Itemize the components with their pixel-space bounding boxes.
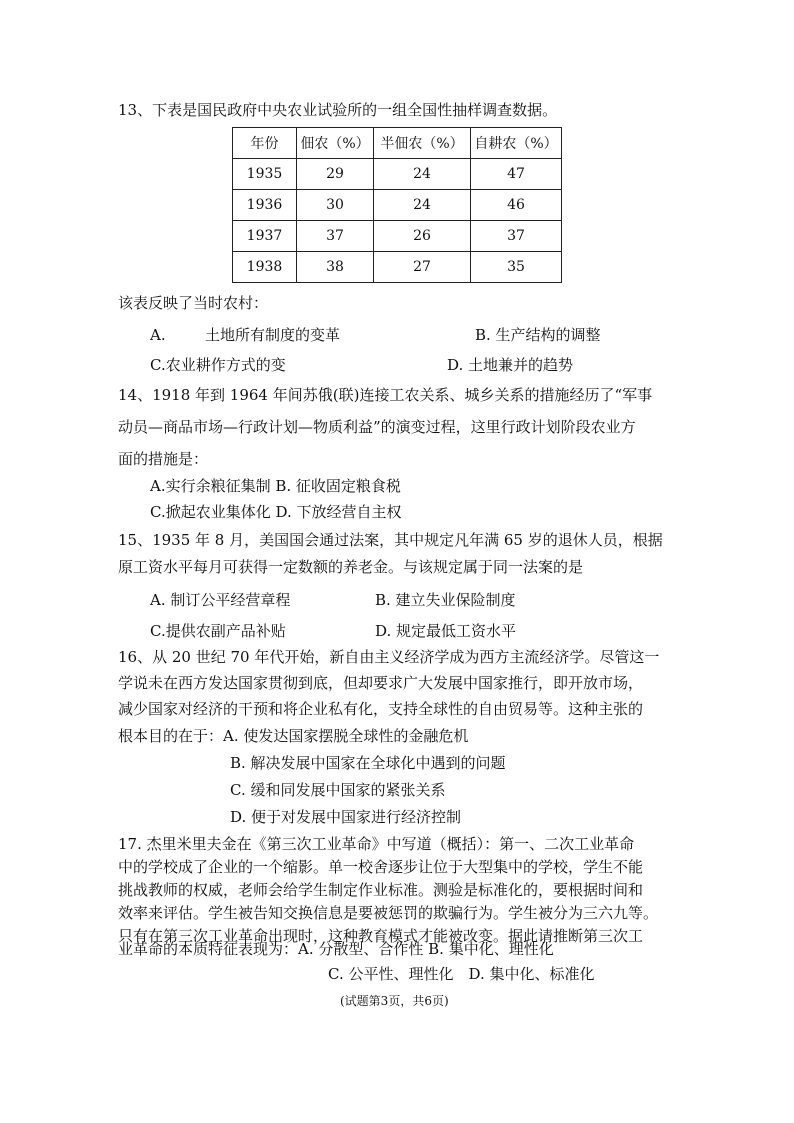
option-b: B. 解决发展中国家在全球化中遇到的问题 — [230, 754, 506, 772]
option-b: B. 生产结构的调整 — [475, 326, 601, 344]
table-cell: 35 — [471, 252, 562, 283]
question-15-line: 原工资水平每月可获得一定数额的养老金。与该规定属于同一法案的是 — [118, 558, 584, 576]
question-13-prompt: 该表反映了当时农村： — [118, 294, 269, 312]
survey-data-table — [232, 127, 562, 283]
table-cell: 27 — [374, 252, 471, 283]
question-16-line: 16、从 20 世纪 70 年代开始，新自由主义经济学成为西方主流经济学。尽管这一 — [118, 648, 660, 666]
option-d: D. 土地兼并的趋势 — [447, 356, 574, 374]
question-17-options-cd: C. 公平性、理性化 D. 集中化、标准化 — [328, 965, 595, 983]
option-c: C.提供农副产品补贴 — [150, 622, 286, 640]
table-header-row — [233, 128, 562, 159]
table-cell: 24 — [374, 159, 471, 190]
table-cell: 46 — [471, 190, 562, 221]
question-17-line: 效率来评估。学生被告知交换信息是要被惩罚的欺骗行为。学生被分为三六九等。 — [118, 904, 659, 922]
question-17-line: 业革命的本质特征表现为：A. 分散型、合作性 B. 集中化、理性化 — [118, 940, 554, 958]
table-cell: 29 — [297, 159, 374, 190]
option-d: D. 便于对发展中国家进行经济控制 — [230, 808, 462, 826]
question-16-line: 减少国家对经济的干预和将企业私有化，支持全球性的自由贸易等。这种主张的 — [118, 700, 644, 718]
table-header-cell: 半佃农（%） — [374, 128, 471, 159]
question-17-line: 只有在第三次工业革命出现时，这种教育模式才能被改变。据此请推断第三次工 — [118, 927, 644, 945]
table-header-cell: 自耕农（%） — [471, 128, 562, 159]
option-c: C.农业耕作方式的变 — [150, 356, 286, 374]
option-d: D. 规定最低工资水平 — [375, 622, 517, 640]
question-16-line: 根本目的在于：A. 使发达国家摆脱全球性的金融危机 — [118, 727, 469, 745]
table-row — [233, 159, 562, 190]
table-row — [233, 221, 562, 252]
option-a-label: A. — [150, 326, 166, 344]
question-14-line: 面的措施是： — [118, 450, 209, 468]
table-cell: 38 — [297, 252, 374, 283]
question-14-options-cd: C.掀起农业集体化 D. 下放经营自主权 — [150, 503, 402, 521]
question-17-line: 中的学校成了企业的一个缩影。单一校舍逐步让位于大型集中的学校，学生不能 — [118, 858, 644, 876]
question-14-options-ab: A.实行余粮征集制 B. 征收固定粮食税 — [150, 477, 401, 495]
table-row — [233, 190, 562, 221]
table-row — [233, 252, 562, 283]
table-cell: 1935 — [233, 159, 297, 190]
table-cell: 1936 — [233, 190, 297, 221]
table-header-cell: 佃农（%） — [297, 128, 374, 159]
option-b: B. 建立失业保险制度 — [375, 591, 516, 609]
page-footer: (试题第3页，共6页) — [340, 994, 449, 1008]
question-16-line: 学说未在西方发达国家贯彻到底，但却要求广大发展中国家推行，即开放市场， — [118, 674, 644, 692]
question-17-line: 17. 杰里米里夫金在《第三次工业革命》中写道（概括）：第一、二次工业革命 — [118, 835, 635, 853]
table-cell: 30 — [297, 190, 374, 221]
question-14-line: 14、1918 年到 1964 年间苏俄(联)连接工农关系、城乡关系的措施经历了“军事 — [118, 386, 653, 404]
table-header-cell: 年份 — [233, 128, 297, 159]
question-14-line: 动员—商品市场—行政计划—物质利益”的演变过程，这里行政计划阶段农业方 — [118, 418, 636, 436]
table-cell: 47 — [471, 159, 562, 190]
table-cell: 1937 — [233, 221, 297, 252]
table-cell: 37 — [297, 221, 374, 252]
option-a: A. 制订公平经营章程 — [150, 591, 291, 609]
table-cell: 1938 — [233, 252, 297, 283]
table-cell: 26 — [374, 221, 471, 252]
question-13-stem: 13、下表是国民政府中央农业试验所的一组全国性抽样调查数据。 — [118, 101, 558, 119]
table-cell: 24 — [374, 190, 471, 221]
question-15-line: 15、1935 年 8 月，美国国会通过法案，其中规定凡年满 65 岁的退休人员，根据 — [118, 531, 663, 549]
question-17-line: 挑战教师的权威，老师会给学生制定作业标准。测验是标准化的，要根据时间和 — [118, 881, 644, 899]
option-a-text: 土地所有制度的变革 — [205, 326, 341, 344]
option-c: C. 缓和同发展中国家的紧张关系 — [230, 781, 446, 799]
table-cell: 37 — [471, 221, 562, 252]
